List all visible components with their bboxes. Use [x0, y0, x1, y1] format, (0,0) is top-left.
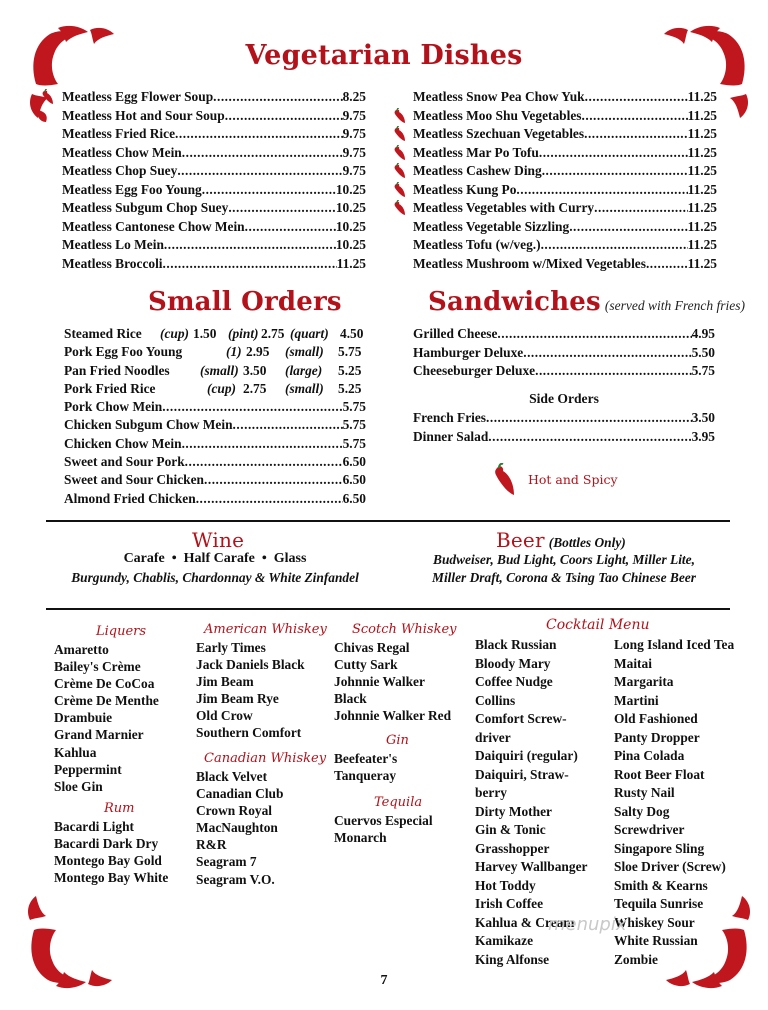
list-item: Maitai [614, 655, 652, 671]
list-item: Pina Colada [614, 748, 685, 763]
list-item: White Russian [614, 933, 698, 948]
item-name: Meatless Vegetables with Curry [413, 200, 595, 215]
bullet-separator: • [168, 551, 181, 566]
dot-leader [542, 162, 688, 180]
size-label: (small) [285, 380, 324, 396]
divider-top [46, 520, 730, 522]
item-price: 11.25 [687, 89, 717, 104]
menu-item [62, 162, 366, 180]
size-label: (cup) [207, 380, 237, 396]
item-name: Meatless Chop Suey [62, 163, 178, 178]
list-item: Bloody Mary [475, 655, 551, 671]
item-price: 11.25 [336, 255, 366, 271]
list-item: driver [475, 729, 511, 745]
dot-leader [535, 362, 691, 380]
menu-item [62, 255, 366, 273]
hot-pepper-icon [392, 200, 408, 216]
list-item: Tanqueray [334, 768, 397, 784]
list-item: Beefeater's [334, 751, 398, 766]
list-item: Amaretto [54, 642, 109, 657]
item-price: 4.95 [691, 326, 715, 341]
list-item: Crown Royal [196, 803, 273, 819]
dot-leader [228, 199, 336, 217]
item-name: Meatless Kung Po [413, 181, 517, 197]
menu-item [413, 428, 715, 446]
list-item: Canadian Club [196, 786, 284, 802]
size-label: (pint) [228, 326, 259, 341]
item-name: Meatless Vegetable Sizzling [413, 218, 570, 234]
list-item: Harvey Wallbanger [475, 859, 588, 874]
item-price: 6.50 [342, 453, 366, 469]
size-label: (small) [200, 362, 239, 378]
list-item: Root Beer Float [614, 766, 705, 782]
dot-leader [163, 255, 337, 273]
menu-item [62, 88, 366, 106]
canadian-whiskey-list [196, 768, 283, 888]
sandwiches-subtitle: (served with French fries) [604, 298, 745, 313]
cocktail-list-2 [614, 636, 734, 969]
list-item: Daiquiri (regular) [475, 748, 578, 763]
list-item: Seagram V.O. [196, 871, 275, 887]
dot-leader [488, 428, 691, 446]
gin-list [334, 750, 397, 784]
tequila-title: Tequila [374, 795, 423, 810]
item-price: 9.75 [342, 144, 366, 160]
item-price: 4.50 [340, 326, 364, 341]
menu-item [413, 409, 715, 427]
beer-heading [496, 528, 626, 552]
canadian-whiskey-title: Canadian Whiskey [204, 751, 327, 766]
dot-leader [245, 218, 336, 236]
item-price: 5.75 [342, 399, 366, 414]
menu-item [413, 362, 715, 380]
item-price: 5.50 [691, 344, 715, 360]
vegetarian-title: Vegetarian Dishes [245, 40, 523, 71]
item-price: 11.25 [687, 107, 717, 123]
list-item: Jim Beam Rye [196, 691, 279, 707]
item-price: 11.25 [687, 200, 717, 215]
side-orders-title: Side Orders [529, 391, 599, 406]
list-item: Crème De Menthe [54, 693, 159, 709]
liquers-list [54, 641, 159, 795]
hot-pepper-icon [392, 108, 408, 124]
hot-and-spicy-pepper-icon [490, 463, 522, 499]
item-price: 10.25 [335, 237, 366, 252]
item-price: 3.50 [243, 362, 267, 378]
menu-item [64, 471, 366, 489]
beer-line-1: Budweiser, Bud Light, Coors Light, Miller Lite, [433, 552, 695, 567]
page-number: 7 [380, 973, 388, 988]
list-item: berry [475, 785, 507, 800]
list-item: Drambuie [54, 710, 113, 726]
beer-title: Beer [496, 528, 545, 552]
dot-leader [185, 453, 343, 471]
scotch-whiskey-list [334, 639, 451, 724]
list-item: Sloe Driver (Screw) [614, 859, 726, 874]
menu-item [64, 453, 366, 471]
item-name: Pork Fried Rice [64, 380, 156, 396]
item-name: Meatless Snow Pea Chow Yuk [413, 89, 585, 104]
list-item: Chivas Regal [334, 640, 410, 655]
menu-item [413, 181, 717, 199]
menu-item [64, 490, 366, 508]
list-item: Jim Beam [196, 674, 254, 690]
hot-pepper-icon [392, 145, 408, 161]
wine-size-glass: Glass [273, 551, 307, 566]
list-item: Bacardi Light [54, 819, 134, 834]
list-item: Seagram 7 [196, 854, 257, 870]
hot-and-spicy-label: Hot and Spicy [528, 472, 618, 487]
item-price: 10.25 [335, 200, 366, 215]
item-price: 5.25 [338, 380, 362, 396]
list-item: Dirty Mother [475, 803, 552, 819]
list-item: Grand Marnier [54, 727, 144, 743]
item-price: 11.25 [687, 255, 717, 271]
item-name: Grilled Cheese [413, 326, 498, 341]
list-item: Peppermint [54, 761, 122, 777]
list-item: Kamikaze [475, 933, 534, 948]
item-name: Sweet and Sour Chicken [64, 472, 205, 488]
rum-title: Rum [104, 801, 135, 816]
menu-item [413, 144, 717, 162]
item-name: Meatless Subgum Chop Suey [62, 200, 229, 215]
dot-leader [204, 471, 343, 489]
list-item: Tequila Sunrise [614, 896, 704, 911]
list-item: Crème De CoCoa [54, 676, 155, 692]
list-item: Black [334, 691, 367, 707]
dot-leader [196, 490, 343, 508]
dot-leader [175, 125, 343, 143]
item-price: 5.75 [691, 363, 715, 378]
watermark: menupix [548, 914, 627, 935]
menu-item [62, 218, 366, 236]
list-item: Salty Dog [614, 803, 670, 819]
item-name: Meatless Hot and Sour Soup [62, 107, 225, 123]
menu-item [62, 107, 366, 125]
list-item: Kahlua [54, 744, 97, 760]
menu-item [62, 236, 366, 254]
item-price: 10.25 [335, 181, 366, 197]
item-price: 1.50 [193, 326, 217, 341]
list-item: Cuervos Especial [334, 813, 433, 828]
dot-leader [582, 107, 688, 125]
menu-item [413, 218, 717, 236]
item-price: 3.50 [691, 410, 715, 425]
item-price: 9.75 [342, 107, 366, 123]
size-label: (small) [285, 344, 324, 360]
item-name: Chicken Subgum Chow Mein [64, 417, 233, 433]
item-price: 6.50 [342, 490, 366, 506]
item-name: Meatless Egg Flower Soup [62, 89, 214, 104]
list-item: Bacardi Dark Dry [54, 836, 159, 852]
item-name: Meatless Chow Mein [62, 144, 182, 160]
liquers-title: Liquers [96, 624, 147, 639]
beer-line-2: Miller Draft, Corona & Tsing Tao Chinese Beer [432, 570, 696, 585]
item-name: Dinner Salad [413, 428, 489, 444]
menu-item [413, 162, 717, 180]
item-name: Meatless Fried Rice [62, 126, 176, 141]
list-item: Martini [614, 692, 659, 708]
dot-leader [164, 236, 336, 254]
item-name: Hamburger Deluxe [413, 344, 524, 360]
item-price: 10.25 [335, 218, 366, 234]
list-item: Whiskey Sour [614, 914, 695, 930]
menu-item [413, 199, 717, 217]
dot-leader [594, 199, 687, 217]
item-price: 8.25 [342, 89, 366, 104]
dot-leader [182, 435, 343, 453]
item-name: Pan Fried Noodles [64, 362, 170, 378]
menu-item [62, 125, 366, 143]
menu-item [413, 107, 717, 125]
menu-item [413, 125, 717, 143]
list-item: Gin & Tonic [475, 822, 546, 837]
item-name: Pork Chow Mein [64, 399, 163, 414]
item-name: Meatless Cantonese Chow Mein [62, 218, 245, 234]
list-item: Southern Comfort [196, 725, 302, 741]
item-price: 5.25 [338, 362, 362, 378]
list-item: Bailey's Crème [54, 659, 141, 675]
item-name: Almond Fried Chicken [64, 490, 196, 506]
item-price: 2.95 [246, 344, 270, 360]
tequila-list [334, 812, 433, 846]
sandwiches-heading [428, 287, 745, 317]
dot-leader [486, 409, 692, 427]
list-item: Kahlua & Cream [475, 914, 575, 930]
dot-leader [177, 162, 342, 180]
menu-item [64, 435, 366, 453]
item-price: 9.75 [342, 126, 366, 141]
item-price: 11.25 [687, 144, 717, 160]
beer-subtitle: (Bottles Only) [548, 535, 626, 550]
item-price: 5.75 [338, 344, 362, 360]
list-item: Early Times [196, 640, 266, 655]
list-item: Singapore Sling [614, 840, 705, 856]
list-item: Black Velvet [196, 769, 268, 784]
item-price: 11.25 [687, 163, 717, 178]
list-item: Old Crow [196, 708, 253, 724]
hot-pepper-icon [40, 89, 56, 105]
gin-title: Gin [386, 733, 409, 748]
menu-item [64, 398, 366, 416]
item-name: Meatless Cashew Ding [413, 163, 542, 178]
list-item: Black Russian [475, 637, 557, 652]
dot-leader [523, 344, 691, 362]
item-price: 5.75 [342, 417, 366, 433]
dot-leader [539, 144, 688, 162]
dot-leader [585, 88, 688, 106]
list-item: Panty Dropper [614, 729, 700, 745]
american-whiskey-list [196, 639, 305, 742]
divider-bottom [46, 608, 730, 610]
menu-item [413, 88, 717, 106]
dot-leader [202, 181, 336, 199]
item-name: Sweet and Sour Pork [64, 453, 185, 469]
menu-item [413, 325, 715, 343]
menu-item [62, 144, 366, 162]
menu-item [413, 344, 715, 362]
rum-list [54, 818, 168, 886]
size-label: (cup) [160, 326, 190, 341]
dot-leader [162, 398, 342, 416]
list-item: R&R [196, 837, 227, 853]
list-item: Johnnie Walker Red [334, 708, 452, 724]
cocktail-menu-title: Cocktail Menu [546, 617, 650, 633]
menu-item [64, 416, 366, 434]
dot-leader [646, 255, 688, 273]
dot-leader [233, 416, 343, 434]
wine-varieties: Burgundy, Chablis, Chardonnay & White Zinfandel [71, 570, 359, 585]
list-item: Screwdriver [614, 822, 685, 837]
hot-pepper-icon [392, 182, 408, 198]
wine-size-carafe: Carafe [123, 551, 165, 566]
list-item: Daiquiri, Straw- [475, 766, 569, 782]
bullet-separator: • [258, 551, 271, 566]
dot-leader [569, 218, 687, 236]
item-price: 11.25 [687, 218, 717, 234]
item-name: Pork Egg Foo Young [64, 344, 183, 360]
dot-leader [584, 125, 688, 143]
size-label: (1) [226, 344, 242, 360]
dot-leader [213, 88, 342, 106]
item-price: 11.25 [687, 181, 717, 197]
item-price: 2.75 [261, 326, 285, 341]
item-price: 3.95 [691, 428, 715, 444]
dot-leader [225, 107, 343, 125]
menu-item [413, 236, 717, 254]
item-name: Meatless Lo Mein [62, 237, 164, 252]
item-price: 5.75 [342, 435, 366, 451]
wine-sizes [46, 551, 384, 567]
dot-leader [497, 325, 691, 343]
item-name: Cheeseburger Deluxe [413, 363, 536, 378]
item-name: Meatless Broccoli [62, 255, 163, 271]
list-item: Collins [475, 692, 516, 708]
item-price: 11.25 [687, 126, 717, 141]
american-whiskey-title: American Whiskey [204, 622, 327, 637]
item-price: 11.25 [687, 237, 717, 252]
dot-leader [182, 144, 343, 162]
list-item: Jack Daniels Black [196, 657, 305, 673]
list-item: Old Fashioned [614, 711, 698, 726]
list-item: Monarch [334, 830, 387, 846]
list-item: Coffee Nudge [475, 674, 553, 689]
menu-item [62, 181, 366, 199]
list-item: Irish Coffee [475, 896, 544, 911]
list-item: Cutty Sark [334, 657, 398, 673]
list-item: Comfort Screw- [475, 711, 567, 726]
scotch-whiskey-title: Scotch Whiskey [352, 622, 457, 637]
list-item: Long Island Iced Tea [614, 637, 735, 652]
item-name: Meatless Mar Po Tofu [413, 144, 539, 160]
list-item: Zombie [614, 951, 658, 967]
list-item: Hot Toddy [475, 877, 536, 893]
size-label: (large) [285, 362, 323, 378]
item-name: Steamed Rice [64, 326, 142, 341]
list-item: Margarita [614, 674, 674, 689]
dot-leader [541, 236, 688, 254]
item-price: 2.75 [243, 380, 267, 396]
list-item: Montego Bay Gold [54, 853, 162, 869]
list-item: Johnnie Walker [334, 674, 425, 690]
wine-size-half-carafe: Half Carafe [183, 551, 255, 566]
item-name: Meatless Mushroom w/Mixed Vegetables [413, 255, 646, 271]
list-item: Sloe Gin [54, 778, 103, 794]
item-name: French Fries [413, 410, 487, 425]
item-price: 6.50 [342, 472, 366, 488]
item-name: Meatless Moo Shu Vegetables [413, 107, 582, 123]
list-item: Grasshopper [475, 840, 550, 856]
item-price: 9.75 [342, 163, 366, 178]
list-item: King Alfonse [475, 951, 550, 967]
item-name: Meatless Tofu (w/veg.) [413, 237, 541, 252]
item-name: Meatless Egg Foo Young [62, 181, 202, 197]
hot-pepper-icon [392, 163, 408, 179]
menu-item [62, 199, 366, 217]
list-item: Montego Bay White [54, 870, 169, 886]
item-name: Meatless Szechuan Vegetables [413, 126, 585, 141]
list-item: Rusty Nail [614, 785, 675, 800]
menu-item [413, 255, 717, 273]
small-orders-title: Small Orders [148, 287, 342, 317]
sandwiches-title: Sandwiches [428, 287, 601, 317]
wine-title: Wine [192, 528, 245, 552]
list-item: Smith & Kearns [614, 877, 708, 893]
dot-leader [516, 181, 687, 199]
list-item: MacNaughton [196, 820, 278, 836]
item-name: Chicken Chow Mein [64, 435, 182, 451]
size-label: (quart) [290, 326, 329, 341]
hot-pepper-icon [392, 126, 408, 142]
